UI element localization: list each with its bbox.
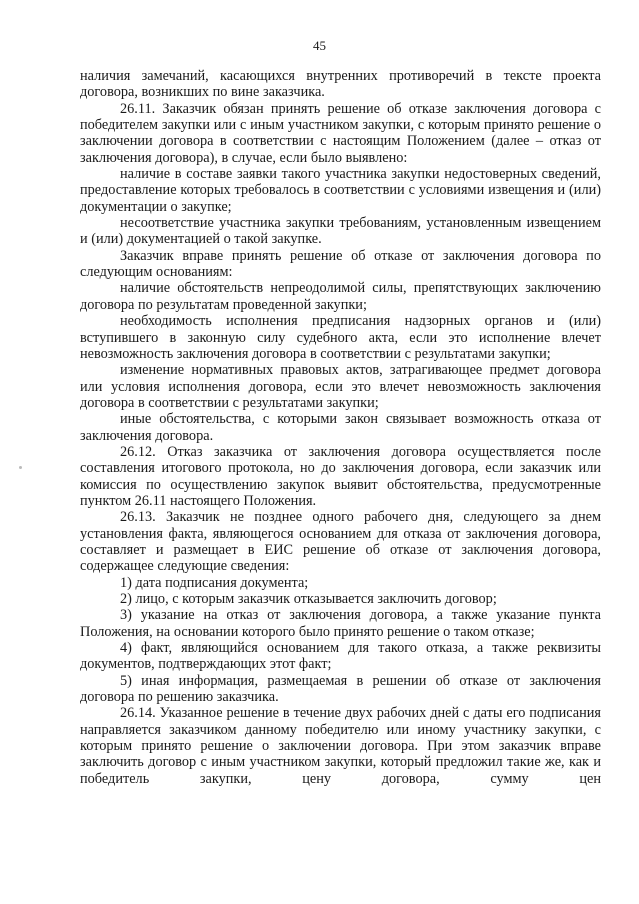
list-item: 2) лицо, с которым заказчик отказывается заключить договор; (120, 591, 497, 607)
paragraph: необходимость исполнения предписания надзорных органов и (или) вступившего в законную силу судебного акта, если это исполнение влечет невозможность заключения договора в соответствии с результатами закупки; (80, 313, 601, 362)
paragraph-26-13: 26.13. Заказчик не позднее одного рабочего дня, следующего за днем установления факта, являющегося основанием для отказа от заключения договора, составляет и размещает в ЕИС решение об отказе от заключения договора, содержащее следующие сведения: (80, 509, 601, 575)
list-item: 5) иная информация, размещаемая в решении об отказе от заключения договора по решению заказчика. (80, 672, 601, 706)
paragraph: Заказчик вправе принять решение об отказе от заключения договора по следующим основаниям: (80, 247, 601, 281)
paragraph-26-11: 26.11. Заказчик обязан принять решение об отказе заключения договора с победителем закупки или с иным участником закупки, с которым принято решение о заключении договора в соответствии с настоящим Положением (далее – отказ от заключения договора), в случае, если было выявлено: (80, 100, 601, 166)
list-item: 4) факт, являющийся основанием для такого отказа, а также реквизиты документов, подтверждающих этот факт; (80, 640, 601, 673)
paragraph-26-12: 26.12. Отказ заказчика от заключения договора осуществляется после составления итогового протокола, но до заключения договора, если заказчик или комиссия по осуществлению закупок выявит обстоятельства, предусмотренные пунктом 26.11 настоящего Положения. (80, 443, 601, 509)
list-item: 3) указание на отказ от заключения договора, а также указание пункта Положения, на основании которого было принято решение о таком отказе; (80, 607, 601, 640)
paragraph-26-14: 26.14. Указанное решение в течение двух рабочих дней с даты его подписания направляется заказчиком данному победителю или иному участнику закупки, с которым принято решение о заключении договора. При этом заказчик вправе заключить договор с иным участником закупки, который предложил такие же, как и победитель закупки, цену договора, сумму цен (80, 705, 601, 787)
paragraph: наличие в составе заявки такого участника закупки недостоверных сведений, предоставление которых требовалось в соответствии с условиями извещения и (или) документации о закупке; (80, 166, 601, 215)
paragraph: несоответствие участника закупки требованиям, установленным извещением и (или) документацией о такой закупке. (80, 215, 601, 248)
list-item: 1) дата подписания документа; (120, 574, 309, 591)
paragraph: изменение нормативных правовых актов, затрагивающее предмет договора или условия исполнения договора, если это влечет невозможность заключения договора в соответствии с результатами закупки; (80, 362, 601, 411)
document-body (80, 68, 601, 787)
scan-speck (19, 466, 22, 469)
paragraph: иные обстоятельства, с которыми закон связывает возможность отказа от заключения договора. (80, 411, 601, 444)
paragraph: наличия замечаний, касающихся внутренних противоречий в тексте проекта договора, возникших по вине заказчика. (80, 68, 601, 101)
paragraph: наличие обстоятельств непреодолимой силы, препятствующих заключению договора по результатам проведенной закупки; (80, 280, 601, 313)
page-number: 45 (313, 38, 326, 53)
